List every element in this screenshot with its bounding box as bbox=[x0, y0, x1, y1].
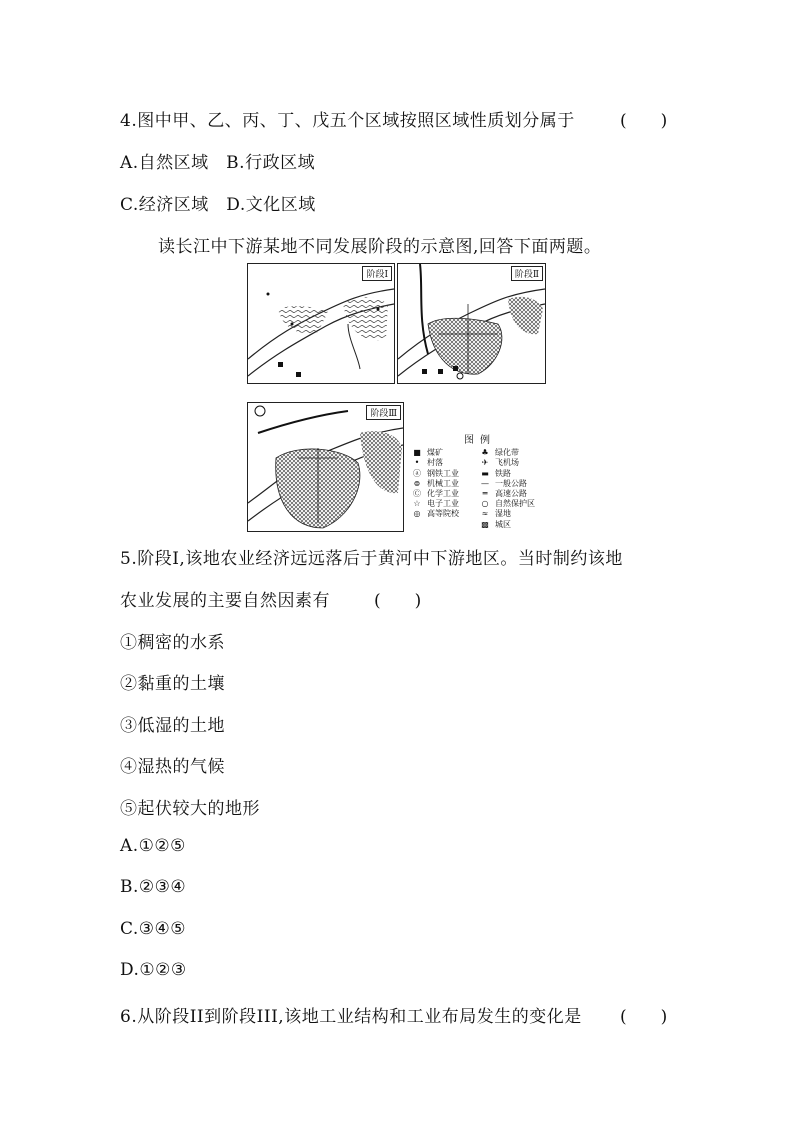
green-belt-icon: ♣ bbox=[481, 448, 489, 458]
q5-item: ①稠密的水系 bbox=[120, 633, 225, 653]
legend-label: 一般公路 bbox=[495, 478, 527, 488]
map-stage-3 bbox=[247, 402, 404, 532]
legend-row bbox=[410, 520, 550, 530]
urban-area-icon: ▩ bbox=[481, 519, 489, 529]
legend-label: 绿化带 bbox=[495, 448, 519, 458]
chemical-industry-icon: Ⓒ bbox=[413, 489, 421, 499]
road-icon: — bbox=[481, 478, 489, 488]
airport-icon: ✈ bbox=[481, 458, 489, 468]
q4-options-ab: A.自然区域 B.行政区域 bbox=[120, 153, 316, 173]
legend-row bbox=[410, 479, 550, 489]
map-stage-2 bbox=[397, 263, 546, 384]
q5-option-a: A.①②⑤ bbox=[120, 836, 186, 856]
q6-answer-paren: ( ) bbox=[620, 1007, 668, 1027]
map-stage-1-drawing bbox=[248, 264, 394, 383]
map-stage-2-drawing bbox=[398, 264, 545, 383]
q5-item: ②黏重的土壤 bbox=[120, 674, 225, 694]
legend-label: 城区 bbox=[495, 519, 511, 529]
q5-option-b: B.②③④ bbox=[120, 877, 187, 897]
map-legend bbox=[410, 436, 550, 530]
legend-row bbox=[410, 448, 550, 458]
stage-3-label: 阶段Ⅲ bbox=[366, 405, 401, 420]
q5-option-d: D.①②③ bbox=[120, 960, 187, 980]
university-icon: ◎ bbox=[413, 509, 421, 519]
electronics-industry-icon: ☆ bbox=[413, 499, 421, 509]
legend-label: 铁路 bbox=[495, 468, 511, 478]
wetland-icon: ≈ bbox=[481, 509, 489, 519]
stage-2-label: 阶段Ⅱ bbox=[511, 266, 543, 281]
legend-label: 煤矿 bbox=[427, 448, 443, 458]
legend-label: 飞机场 bbox=[495, 458, 519, 468]
q4-options-cd: C.经济区域 D.文化区域 bbox=[120, 195, 316, 215]
legend-label: 高速公路 bbox=[495, 489, 527, 499]
q5-option-c: C.③④⑤ bbox=[120, 919, 187, 939]
legend-label: 湿地 bbox=[495, 509, 511, 519]
legend-row bbox=[410, 509, 550, 519]
machinery-industry-icon: ⊜ bbox=[413, 478, 421, 488]
q5-item: ④湿热的气候 bbox=[120, 757, 225, 777]
q5-answer-paren: ( ) bbox=[374, 591, 422, 611]
q5-stem-line2: 农业发展的主要自然因素有 bbox=[120, 591, 330, 611]
coal-mine-icon: ■ bbox=[413, 448, 421, 458]
q5-item: ③低湿的土地 bbox=[120, 716, 225, 736]
q5-stem-line1: 5.阶段Ⅰ,该地农业经济远远落后于黄河中下游地区。当时制约该地 bbox=[120, 549, 623, 569]
legend-label: 机械工业 bbox=[427, 478, 459, 488]
legend-label: 化学工业 bbox=[427, 489, 459, 499]
legend-label: 电子工业 bbox=[427, 499, 459, 509]
legend-row bbox=[410, 458, 550, 468]
steel-industry-icon: ⓐ bbox=[413, 468, 421, 478]
map-stage-3-drawing bbox=[248, 403, 403, 531]
legend-label: 自然保护区 bbox=[495, 499, 535, 509]
village-icon: • bbox=[414, 458, 420, 468]
q4-stem: 4.图中甲、乙、丙、丁、戊五个区域按照区域性质划分属于 bbox=[120, 111, 575, 131]
legend-label: 钢铁工业 bbox=[427, 468, 459, 478]
q5-item: ⑤起伏较大的地形 bbox=[120, 799, 260, 819]
legend-label: 高等院校 bbox=[427, 509, 459, 519]
nature-reserve-icon: ○ bbox=[481, 499, 489, 509]
railway-icon: ▬ bbox=[481, 468, 489, 478]
q6-stem: 6.从阶段II到阶段III,该地工业结构和工业布局发生的变化是 bbox=[120, 1007, 582, 1027]
q4-answer-paren: ( ) bbox=[620, 111, 668, 131]
reading-intro: 读长江中下游某地不同发展阶段的示意图,回答下面两题。 bbox=[158, 237, 602, 257]
legend-row bbox=[410, 489, 550, 499]
legend-row bbox=[410, 499, 550, 509]
legend-row bbox=[410, 469, 550, 479]
highway-icon: ═ bbox=[482, 489, 488, 499]
legend-title: 图例 bbox=[464, 435, 496, 446]
stage-1-label: 阶段Ⅰ bbox=[362, 266, 392, 281]
map-stage-1 bbox=[247, 263, 395, 384]
legend-label: 村落 bbox=[427, 458, 443, 468]
